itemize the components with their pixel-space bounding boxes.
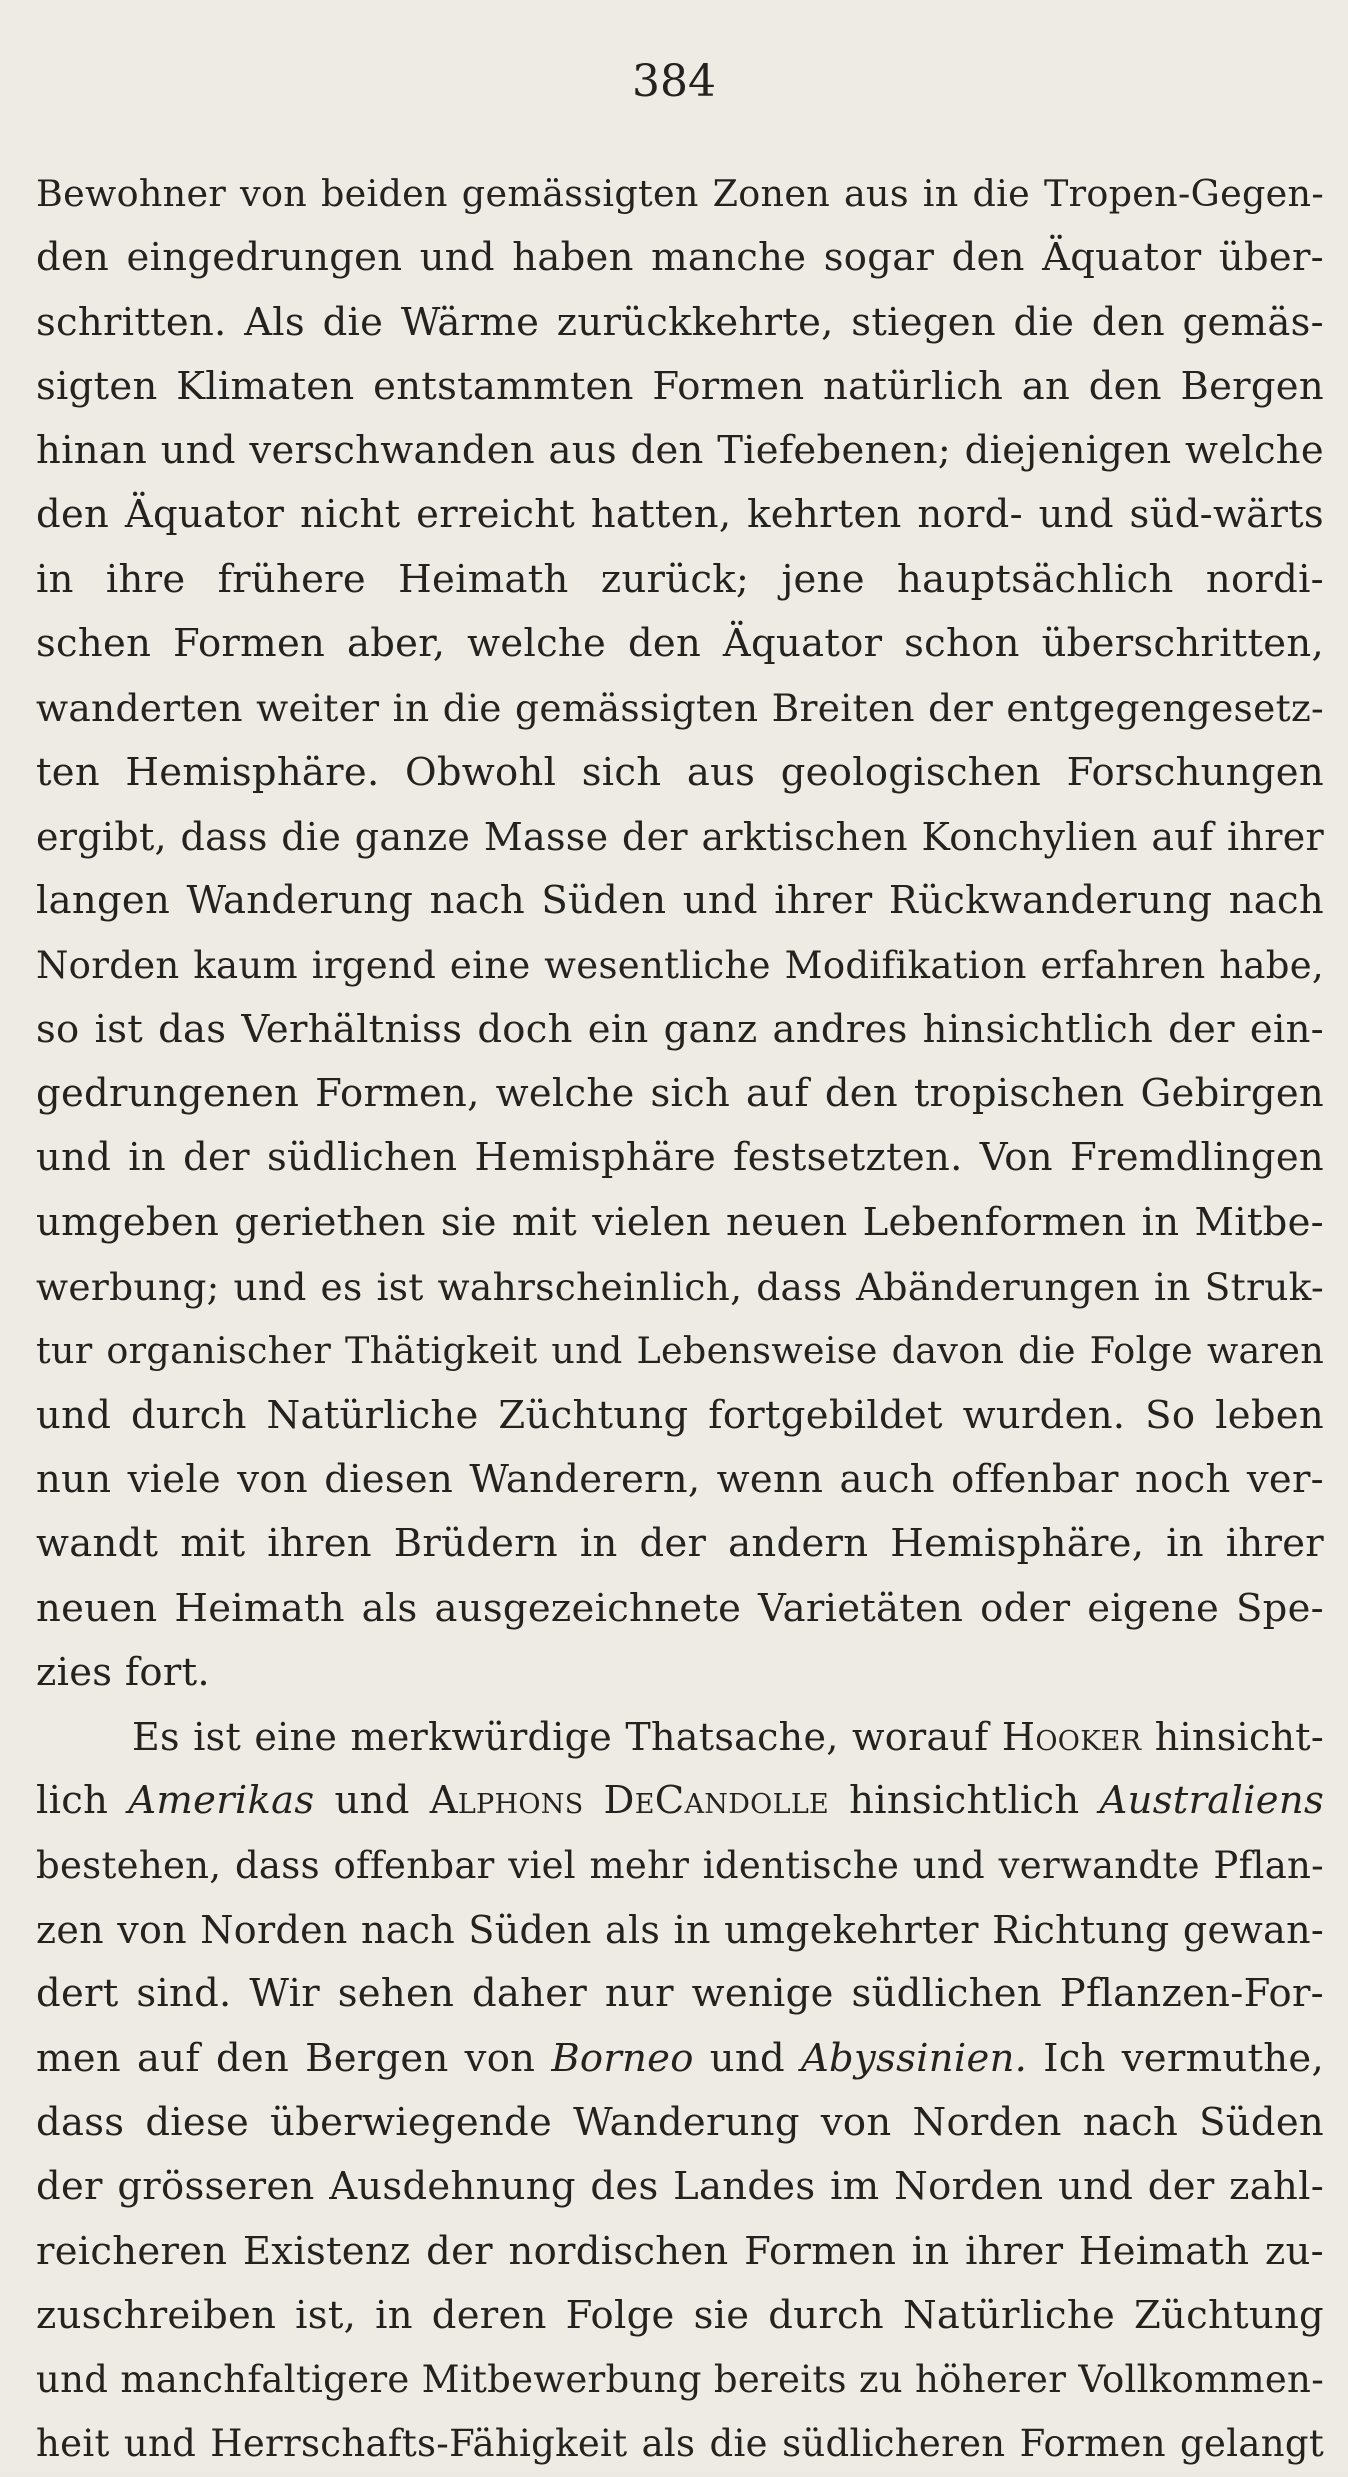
text-line: den Äquator nicht erreicht hatten, kehrten nord- und süd-wärts <box>36 492 1324 538</box>
text-run: lich <box>36 1778 129 1824</box>
text-line: so ist das Verhältniss doch ein ganz andres hinsichtlich der ein- <box>36 1006 1324 1052</box>
text-line: schen Formen aber, welche den Äquator schon überschritten, <box>36 621 1324 667</box>
text-run: und <box>693 2035 801 2081</box>
text-run: Ich vermuthe, <box>1027 2035 1324 2081</box>
text-line: zies fort. <box>36 1649 210 1695</box>
text-line: schritten. Als die Wärme zurückkehrte, stiegen die den gemäs- <box>36 299 1324 345</box>
text-run: hinsicht- <box>1141 1715 1325 1760</box>
text-line: wanderten weiter in die gemässigten Breiten der entgegengesetz- <box>36 686 1324 731</box>
text-line: sigten Klimaten entstammten Formen natürlich an den Bergen <box>36 363 1324 409</box>
text-line <box>36 1769 1324 1833</box>
text-line: heit und Herrschafts-Fähigkeit als die südlicheren Formen gelangt <box>36 2422 1324 2466</box>
text-line: zuschreiben ist, in deren Folge sie durch Natürliche Züchtung <box>36 2292 1324 2338</box>
author-name-hooker: Hooker <box>1001 1715 1142 1760</box>
place-name-amerikas: Amerikas <box>128 1778 315 1824</box>
text-line <box>36 1705 1324 1769</box>
text-line: ten Hemisphäre. Obwohl sich aus geologischen Forschungen <box>36 749 1324 795</box>
text-line: ergibt, dass die ganze Masse der arktischen Konchylien auf ihrer <box>36 814 1324 859</box>
page-number: 384 <box>632 56 716 107</box>
text-line: bestehen, dass offenbar viel mehr identische und verwandte Pflan- <box>36 1843 1324 1887</box>
text-line: langen Wanderung nach Süden und ihrer Rückwanderung nach <box>36 878 1324 924</box>
place-name-australiens: Australiens <box>1099 1778 1324 1824</box>
text-line: gedrungenen Formen, welche sich auf den tropischen Gebirgen <box>36 1071 1324 1117</box>
text-line: und manchfaltigere Mitbewerbung bereits zu höherer Vollkommen- <box>36 2358 1324 2402</box>
body-text <box>36 162 1324 2477</box>
text-line: nun viele von diesen Wanderern, wenn auch offenbar noch ver- <box>36 1456 1324 1502</box>
text-line: zen von Norden nach Süden als in umgekehrter Richtung gewan- <box>36 1908 1324 1953</box>
text-run: hinsichtlich <box>829 1778 1100 1824</box>
text-line: in ihre frühere Heimath zurück; jene hauptsächlich nordi- <box>36 556 1324 602</box>
text-line: dass diese überwiegende Wanderung von Norden nach Süden <box>36 2099 1324 2145</box>
text-line: und durch Natürliche Züchtung fortgebildet wurden. So leben <box>36 1392 1324 1438</box>
text-line: Bewohner von beiden gemässigten Zonen aus in die Tropen-Gegen- <box>36 172 1324 215</box>
text-line: tur organischer Thätigkeit und Lebensweise davon die Folge waren <box>36 1329 1324 1373</box>
text-line: den eingedrungen und haben manche sogar den Äquator über- <box>36 235 1324 281</box>
text-line: und in der südlichen Hemisphäre festsetzten. Von Fremdlingen <box>36 1135 1324 1181</box>
place-name-borneo: Borneo <box>551 2035 694 2081</box>
place-name-abyssinien: Abyssinien. <box>800 2035 1028 2081</box>
text-run: und <box>314 1778 430 1824</box>
text-line <box>36 2027 1324 2091</box>
text-run: men auf den Bergen von <box>36 2035 552 2081</box>
author-name-decandolle: Alphons DeCandolle <box>429 1778 830 1824</box>
text-line: dert sind. Wir sehen daher nur wenige südlichen Pflanzen-For- <box>36 1971 1324 2017</box>
text-line: neuen Heimath als ausgezeichnete Varietäten oder eigene Spe- <box>36 1585 1324 1631</box>
text-line: der grösseren Ausdehnung des Landes im Norden und der zahl- <box>36 2164 1324 2210</box>
text-line: reicheren Existenz der nordischen Formen in ihrer Heimath zu- <box>36 2228 1324 2274</box>
text-line: wandt mit ihren Brüdern in der andern Hemisphäre, in ihrer <box>36 1521 1324 1567</box>
text-line: hinan und verschwanden aus den Tiefebenen; diejenigen welche <box>36 428 1324 474</box>
text-line: werbung; und es ist wahrscheinlich, dass Abänderungen in Struk- <box>36 1265 1324 1310</box>
text-line: Norden kaum irgend eine wesentliche Modifikation erfahren habe, <box>36 943 1324 987</box>
text-line: umgeben geriethen sie mit vielen neuen Lebenformen in Mitbe- <box>36 1199 1324 1245</box>
text-run: Es ist eine merkwürdige Thatsache, worauf <box>132 1715 1002 1760</box>
